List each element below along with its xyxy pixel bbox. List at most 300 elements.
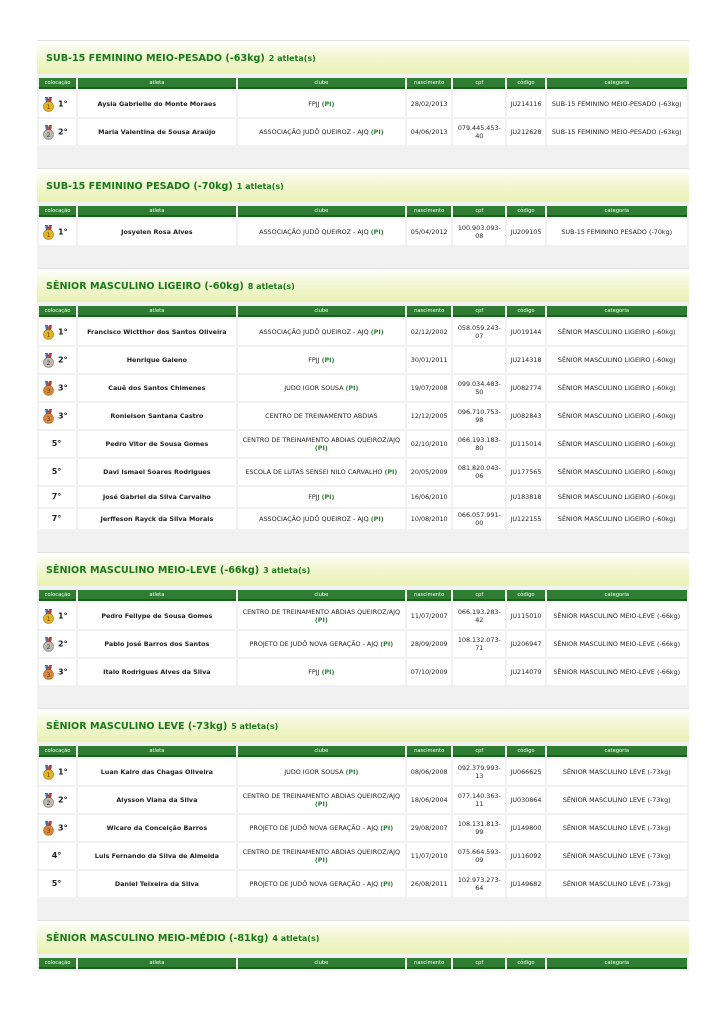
club-state: (PI): [370, 328, 384, 336]
placement-value: 5°: [51, 439, 62, 448]
athlete-count: 5 atleta(s): [231, 722, 279, 731]
club-cell: [238, 631, 406, 657]
club-state: (PI): [321, 100, 335, 108]
club-cell: [238, 431, 406, 457]
athlete-name: Pedro Vitor de Sousa Gomes: [78, 431, 235, 457]
club-name: PROJETO DE JUDÔ NOVA GERAÇÃO - AJQ: [249, 880, 379, 888]
col-clube-header[interactable]: clube: [238, 206, 406, 217]
col-codigo-header[interactable]: código: [507, 206, 544, 217]
header-row: [39, 746, 687, 757]
category-header: [37, 268, 689, 302]
athlete-code: JU149682: [507, 871, 544, 897]
birth-date: 20/05/2009: [407, 459, 451, 485]
placement-cell: [39, 603, 76, 629]
club-name: ASSOCIAÇÃO JUDÔ QUEIROZ - AJQ: [259, 328, 369, 336]
birth-date: 29/08/2007: [407, 815, 451, 841]
results-page: [37, 40, 689, 971]
birth-date: 12/12/2005: [407, 403, 451, 429]
category-value: SÊNIOR MASCULINO MEIO-LEVE (-66kg): [547, 603, 688, 629]
col-nascimento-header[interactable]: nascimento: [407, 590, 451, 601]
bronze-medal-icon: [42, 409, 55, 424]
placement-cell: [39, 631, 76, 657]
category-value: SÊNIOR MASCULINO LIGEIRO (-60kg): [547, 459, 688, 485]
col-codigo-header[interactable]: código: [507, 306, 544, 317]
placement-value: 4°: [51, 851, 62, 860]
placement-cell: [39, 787, 76, 813]
club-cell: [238, 815, 406, 841]
col-nascimento-header[interactable]: nascimento: [407, 206, 451, 217]
club-state: (PI): [314, 444, 328, 452]
svg-text:1: 1: [46, 615, 51, 623]
birth-date: 08/06/2008: [407, 759, 451, 785]
category-value: SÊNIOR MASCULINO LEVE (-73kg): [547, 843, 688, 869]
club-cell: [238, 843, 406, 869]
category-value: SUB-15 FEMININO MEIO-PESADO (-63kg): [547, 91, 688, 117]
col-cpf-header[interactable]: cpf: [453, 590, 505, 601]
athlete-code: JU115010: [507, 603, 544, 629]
club-state: (PI): [345, 384, 359, 392]
athlete-count: 4 atleta(s): [272, 934, 320, 943]
header-row: [39, 306, 687, 317]
col-atleta-header[interactable]: atleta: [78, 958, 235, 969]
club-state: (PI): [380, 824, 394, 832]
section-spacer: [37, 899, 689, 920]
placement-value: 1°: [58, 227, 68, 236]
club-name: JUDO IGOR SOUSA: [284, 384, 344, 392]
athlete-code: JU183818: [507, 487, 544, 507]
birth-date: 11/07/2010: [407, 843, 451, 869]
placement-value: 1°: [58, 611, 68, 620]
col-atleta-header[interactable]: atleta: [78, 306, 235, 317]
club-name: CENTRO DE TREINAMENTO ABDIAS QUEIROZ/AJQ: [242, 848, 401, 856]
cpf-value: [453, 659, 505, 685]
category-value: SÊNIOR MASCULINO LEVE (-73kg): [547, 871, 688, 897]
placement-cell: [39, 319, 76, 345]
placement-cell: [39, 119, 76, 145]
placement-value: 3°: [58, 667, 68, 676]
athlete-code: JU149800: [507, 815, 544, 841]
col-categoria-header[interactable]: categoria: [547, 306, 688, 317]
col-codigo-header[interactable]: código: [507, 590, 544, 601]
placement-cell: [39, 759, 76, 785]
athlete-count: 3 atleta(s): [263, 566, 311, 575]
col-clube-header[interactable]: clube: [238, 958, 406, 969]
col-codigo-header[interactable]: código: [507, 958, 544, 969]
col-nascimento-header[interactable]: nascimento: [407, 78, 451, 89]
placement-value: 3°: [58, 411, 68, 420]
cpf-value: 096.710.753-98: [453, 403, 505, 429]
placement-cell: [39, 659, 76, 685]
club-state: (PI): [380, 880, 394, 888]
athlete-name: Cauê dos Santos Chimenes: [78, 375, 235, 401]
placement-cell: [39, 815, 76, 841]
club-cell: [238, 659, 406, 685]
cpf-value: 058.059.243-07: [453, 319, 505, 345]
cpf-value: [453, 347, 505, 373]
athlete-name: Pedro Fellype de Sousa Gomes: [78, 603, 235, 629]
placement-value: 3°: [58, 383, 68, 392]
club-cell: [238, 403, 406, 429]
athlete-name: Davi Ismael Soares Rodrigues: [78, 459, 235, 485]
cpf-value: 108.131.813-99: [453, 815, 505, 841]
athlete-code: JU030864: [507, 787, 544, 813]
table-row[interactable]: [39, 431, 687, 457]
placement-cell: [39, 509, 76, 529]
athlete-name: Italo Rodrigues Alves da Silva: [78, 659, 235, 685]
birth-date: 04/06/2013: [407, 119, 451, 145]
results-table: [37, 304, 689, 531]
club-name: ASSOCIAÇÃO JUDÔ QUEIROZ - AJQ: [259, 128, 369, 136]
results-table: [37, 956, 689, 971]
category-value: SÊNIOR MASCULINO LEVE (-73kg): [547, 815, 688, 841]
cpf-value: 100.903.093-08: [453, 219, 505, 245]
cpf-value: 079.445.453-40: [453, 119, 505, 145]
header-row: [39, 206, 687, 217]
club-cell: [238, 603, 406, 629]
placement-value: 7°: [51, 492, 62, 501]
athlete-name: Aysla Gabrielle do Monte Moraes: [78, 91, 235, 117]
birth-date: 18/06/2004: [407, 787, 451, 813]
gold-medal-icon: [42, 609, 55, 624]
athlete-name: Jerffeson Rayck da Silva Morais: [78, 509, 235, 529]
birth-date: 26/08/2011: [407, 871, 451, 897]
placement-value: 5°: [51, 467, 62, 476]
athlete-code: JU177565: [507, 459, 544, 485]
club-state: (PI): [345, 768, 359, 776]
gold-medal-icon: [42, 325, 55, 340]
club-state: (PI): [321, 493, 335, 501]
athlete-count: 2 atleta(s): [268, 54, 316, 63]
table-row[interactable]: [39, 509, 687, 529]
club-name: CENTRO DE TREINAMENTO ABDIAS QUEIROZ/AJQ: [242, 436, 401, 444]
header-row: [39, 590, 687, 601]
club-state: (PI): [314, 616, 328, 624]
placement-value: 1°: [58, 327, 68, 336]
athlete-count: 1 atleta(s): [236, 182, 284, 191]
col-categoria-header[interactable]: categoria: [547, 590, 688, 601]
table-row[interactable]: [39, 403, 687, 429]
svg-text:1: 1: [46, 103, 51, 111]
col-colocacao-header[interactable]: colocação: [39, 78, 76, 89]
birth-date: 05/04/2012: [407, 219, 451, 245]
club-state: (PI): [380, 640, 394, 648]
club-name: FPJJ: [308, 668, 320, 676]
placement-cell: [39, 219, 76, 245]
cpf-value: [453, 487, 505, 507]
placement-cell: [39, 459, 76, 485]
col-atleta-header[interactable]: atleta: [78, 590, 235, 601]
athlete-name: Wicaro da Conceição Barros: [78, 815, 235, 841]
section-spacer: [37, 531, 689, 552]
club-name: PROJETO DE JUDÔ NOVA GERAÇÃO - AJQ: [249, 640, 379, 648]
club-name: CENTRO DE TREINAMENTO ABDIAS QUEIROZ/AJQ: [242, 792, 401, 800]
athlete-code: JU082843: [507, 403, 544, 429]
category-title: SÊNIOR MASCULINO LEVE (-73kg): [46, 721, 228, 732]
col-cpf-header[interactable]: cpf: [453, 746, 505, 757]
club-name: CENTRO DE TREINAMENTO ABDIAS: [265, 412, 378, 420]
category-title: SUB-15 FEMININO PESADO (-70kg): [46, 181, 233, 192]
club-name: FPJJ: [308, 100, 320, 108]
table-row[interactable]: [39, 459, 687, 485]
placement-cell: [39, 431, 76, 457]
athlete-code: JU214079: [507, 659, 544, 685]
col-colocacao-header[interactable]: colocação: [39, 746, 76, 757]
athlete-name: Maria Valentina de Sousa Araújo: [78, 119, 235, 145]
club-name: PROJETO DE JUDÔ NOVA GERAÇÃO - AJQ: [249, 824, 379, 832]
club-cell: [238, 375, 406, 401]
table-row[interactable]: [39, 871, 687, 897]
cpf-value: 099.034.483-50: [453, 375, 505, 401]
col-categoria-header[interactable]: categoria: [547, 746, 688, 757]
table-row[interactable]: [39, 815, 687, 841]
placement-cell: [39, 487, 76, 507]
cpf-value: 102.973.273-64: [453, 871, 505, 897]
club-name: CENTRO DE TREINAMENTO ABDIAS QUEIROZ/AJQ: [242, 608, 401, 616]
club-name: ASSOCIAÇÃO JUDÔ QUEIROZ - AJQ: [259, 228, 369, 236]
athlete-code: JU214318: [507, 347, 544, 373]
placement-value: 1°: [58, 99, 68, 108]
col-colocacao-header[interactable]: colocação: [39, 958, 76, 969]
section-spacer: [37, 147, 689, 168]
athlete-code: JU214116: [507, 91, 544, 117]
bronze-medal-icon: [42, 821, 55, 836]
col-nascimento-header[interactable]: nascimento: [407, 958, 451, 969]
col-categoria-header[interactable]: categoria: [547, 206, 688, 217]
club-name: ASSOCIAÇÃO JUDÔ QUEIROZ - AJQ: [259, 515, 369, 523]
col-cpf-header[interactable]: cpf: [453, 78, 505, 89]
svg-text:3: 3: [46, 671, 51, 679]
category-section: [37, 40, 689, 168]
category-value: SUB-15 FEMININO MEIO-PESADO (-63kg): [547, 119, 688, 145]
col-atleta-header[interactable]: atleta: [78, 78, 235, 89]
club-name: FPJJ: [308, 356, 320, 364]
col-clube-header[interactable]: clube: [238, 78, 406, 89]
bronze-medal-icon: [42, 665, 55, 680]
placement-value: 5°: [51, 879, 62, 888]
athlete-code: JU082774: [507, 375, 544, 401]
svg-text:2: 2: [46, 643, 51, 651]
birth-date: 28/02/2013: [407, 91, 451, 117]
svg-text:1: 1: [46, 231, 51, 239]
placement-cell: [39, 871, 76, 897]
table-row[interactable]: [39, 631, 687, 657]
category-section: [37, 168, 689, 268]
section-spacer: [37, 687, 689, 708]
category-value: SÊNIOR MASCULINO MEIO-LEVE (-66kg): [547, 631, 688, 657]
category-value: SÊNIOR MASCULINO LIGEIRO (-60kg): [547, 487, 688, 507]
silver-medal-icon: [42, 637, 55, 652]
col-codigo-header[interactable]: código: [507, 746, 544, 757]
athlete-name: Ronielson Santana Castro: [78, 403, 235, 429]
club-cell: [238, 319, 406, 345]
placement-value: 2°: [58, 127, 68, 136]
col-categoria-header[interactable]: categoria: [547, 78, 688, 89]
cpf-value: [453, 91, 505, 117]
placement-value: 1°: [58, 767, 68, 776]
svg-text:3: 3: [46, 827, 51, 835]
col-cpf-header[interactable]: cpf: [453, 958, 505, 969]
athlete-name: Daniel Teixeira da Silva: [78, 871, 235, 897]
placement-cell: [39, 347, 76, 373]
athlete-name: Henrique Galeno: [78, 347, 235, 373]
col-colocacao-header[interactable]: colocação: [39, 590, 76, 601]
cpf-value: 092.379.993-13: [453, 759, 505, 785]
table-row[interactable]: [39, 91, 687, 117]
placement-cell: [39, 843, 76, 869]
table-row[interactable]: [39, 759, 687, 785]
birth-date: 19/07/2008: [407, 375, 451, 401]
silver-medal-icon: [42, 793, 55, 808]
cpf-value: 108.132.073-71: [453, 631, 505, 657]
athlete-code: JU019144: [507, 319, 544, 345]
category-title: SÊNIOR MASCULINO MEIO-LEVE (-66kg): [46, 565, 260, 576]
athlete-count: 8 atleta(s): [247, 282, 295, 291]
category-section: [37, 268, 689, 552]
birth-date: 11/07/2007: [407, 603, 451, 629]
svg-text:1: 1: [46, 331, 51, 339]
table-row[interactable]: [39, 319, 687, 345]
birth-date: 02/12/2002: [407, 319, 451, 345]
category-header: [37, 708, 689, 742]
col-clube-header[interactable]: clube: [238, 306, 406, 317]
category-value: SÊNIOR MASCULINO LIGEIRO (-60kg): [547, 319, 688, 345]
athlete-name: José Gabriel da Silva Carvalho: [78, 487, 235, 507]
gold-medal-icon: [42, 97, 55, 112]
placement-cell: [39, 91, 76, 117]
cpf-value: 066.057.991-00: [453, 509, 505, 529]
table-row[interactable]: [39, 219, 687, 245]
category-header: [37, 552, 689, 586]
placement-value: 2°: [58, 355, 68, 364]
category-value: SÊNIOR MASCULINO MEIO-LEVE (-66kg): [547, 659, 688, 685]
col-nascimento-header[interactable]: nascimento: [407, 746, 451, 757]
category-header: [37, 168, 689, 202]
cpf-value: 075.664.593-09: [453, 843, 505, 869]
category-section: [37, 552, 689, 708]
svg-text:2: 2: [46, 799, 51, 807]
table-row[interactable]: [39, 787, 687, 813]
category-value: SÊNIOR MASCULINO LEVE (-73kg): [547, 787, 688, 813]
category-value: SUB-15 FEMININO PESADO (-70kg): [547, 219, 688, 245]
club-state: (PI): [384, 468, 398, 476]
club-cell: [238, 459, 406, 485]
category-value: SÊNIOR MASCULINO LIGEIRO (-60kg): [547, 347, 688, 373]
placement-value: 2°: [58, 639, 68, 648]
athlete-code: JU209105: [507, 219, 544, 245]
svg-text:3: 3: [46, 387, 51, 395]
placement-value: 3°: [58, 823, 68, 832]
col-atleta-header[interactable]: atleta: [78, 206, 235, 217]
col-clube-header[interactable]: clube: [238, 746, 406, 757]
club-cell: [238, 219, 406, 245]
cpf-value: 081.820.043-06: [453, 459, 505, 485]
birth-date: 02/10/2010: [407, 431, 451, 457]
cpf-value: 066.193.283-42: [453, 603, 505, 629]
col-cpf-header[interactable]: cpf: [453, 206, 505, 217]
col-colocacao-header[interactable]: colocação: [39, 306, 76, 317]
gold-medal-icon: [42, 225, 55, 240]
table-row[interactable]: [39, 603, 687, 629]
birth-date: 28/09/2009: [407, 631, 451, 657]
category-value: SÊNIOR MASCULINO LIGEIRO (-60kg): [547, 509, 688, 529]
col-clube-header[interactable]: clube: [238, 590, 406, 601]
athlete-name: Josyelen Rosa Alves: [78, 219, 235, 245]
cpf-value: 066.193.183-80: [453, 431, 505, 457]
col-colocacao-header[interactable]: colocação: [39, 206, 76, 217]
category-title: SUB-15 FEMININO MEIO-PESADO (-63kg): [46, 53, 265, 64]
col-atleta-header[interactable]: atleta: [78, 746, 235, 757]
club-state: (PI): [314, 800, 328, 808]
cpf-value: 077.140.363-11: [453, 787, 505, 813]
category-header: [37, 40, 689, 74]
club-cell: [238, 509, 406, 529]
placement-cell: [39, 403, 76, 429]
category-value: SÊNIOR MASCULINO LIGEIRO (-60kg): [547, 403, 688, 429]
col-categoria-header[interactable]: categoria: [547, 958, 688, 969]
table-row[interactable]: [39, 119, 687, 145]
placement-cell: [39, 375, 76, 401]
col-cpf-header[interactable]: cpf: [453, 306, 505, 317]
club-cell: [238, 487, 406, 507]
col-codigo-header[interactable]: código: [507, 78, 544, 89]
results-table: [37, 744, 689, 899]
section-spacer: [37, 247, 689, 268]
club-cell: [238, 347, 406, 373]
club-state: (PI): [370, 515, 384, 523]
svg-text:2: 2: [46, 131, 51, 139]
athlete-name: Francisco Wictthor dos Santos Oliveira: [78, 319, 235, 345]
category-section: [37, 708, 689, 920]
club-cell: [238, 871, 406, 897]
club-state: (PI): [370, 228, 384, 236]
table-row[interactable]: [39, 347, 687, 373]
birth-date: 07/10/2009: [407, 659, 451, 685]
bronze-medal-icon: [42, 381, 55, 396]
results-table: [37, 76, 689, 147]
category-title: SÊNIOR MASCULINO MEIO-MÉDIO (-81kg): [46, 933, 269, 944]
athlete-code: JU116092: [507, 843, 544, 869]
table-row[interactable]: [39, 843, 687, 869]
category-title: SÊNIOR MASCULINO LIGEIRO (-60kg): [46, 281, 244, 292]
club-state: (PI): [321, 356, 335, 364]
header-row: [39, 78, 687, 89]
category-value: SÊNIOR MASCULINO LIGEIRO (-60kg): [547, 431, 688, 457]
athlete-name: Pablo José Barros dos Santos: [78, 631, 235, 657]
category-header: [37, 920, 689, 954]
club-cell: [238, 91, 406, 117]
header-row: [39, 958, 687, 969]
club-state: (PI): [370, 128, 384, 136]
athlete-code: JU206947: [507, 631, 544, 657]
club-name: FPJJ: [308, 493, 320, 501]
placement-value: 7°: [51, 514, 62, 523]
athlete-name: Alysson Viana da Silva: [78, 787, 235, 813]
table-row[interactable]: [39, 375, 687, 401]
club-name: JUDO IGOR SOUSA: [284, 768, 344, 776]
club-cell: [238, 759, 406, 785]
svg-text:1: 1: [46, 771, 51, 779]
table-row[interactable]: [39, 487, 687, 507]
club-name: ESCOLA DE LUTAS SENSEI NILO CARVALHO: [245, 468, 383, 476]
table-row[interactable]: [39, 659, 687, 685]
athlete-code: JU212628: [507, 119, 544, 145]
category-value: SÊNIOR MASCULINO LIGEIRO (-60kg): [547, 375, 688, 401]
col-nascimento-header[interactable]: nascimento: [407, 306, 451, 317]
birth-date: 30/01/2011: [407, 347, 451, 373]
results-table: [37, 588, 689, 687]
birth-date: 16/06/2010: [407, 487, 451, 507]
svg-text:3: 3: [46, 415, 51, 423]
